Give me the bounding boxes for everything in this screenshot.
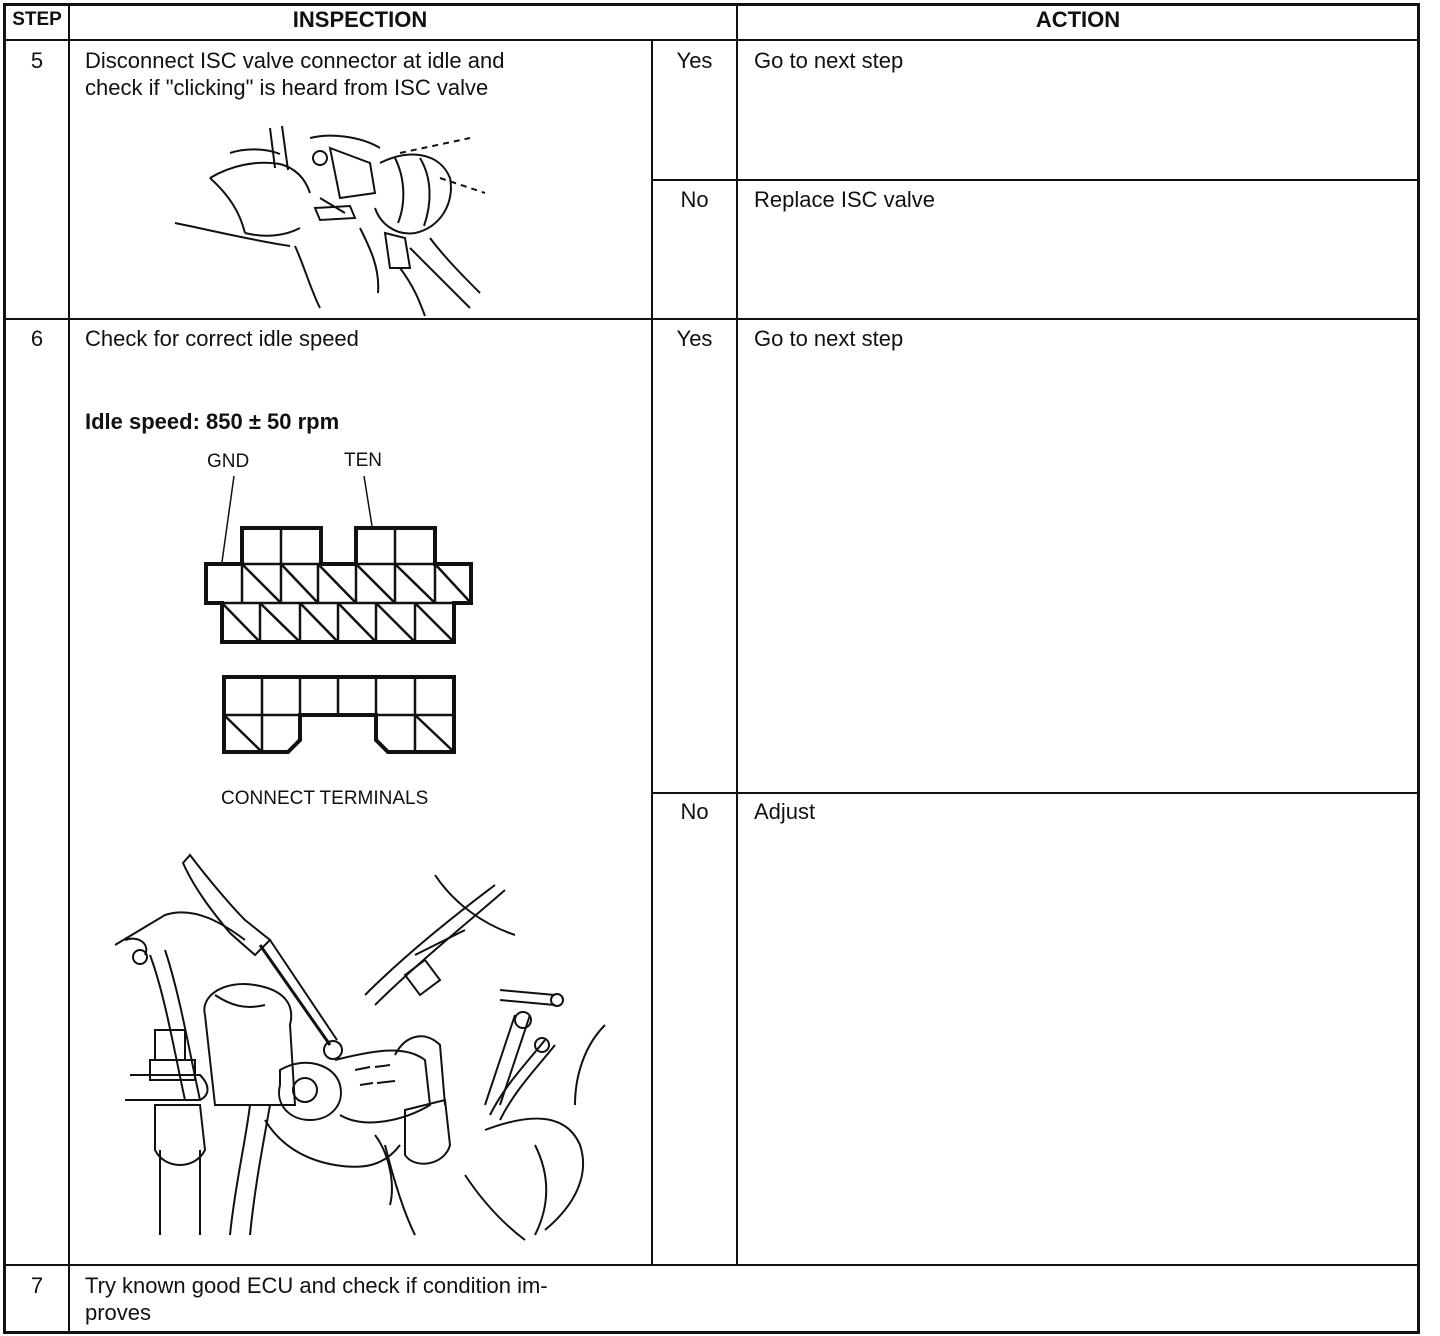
header-inspection: INSPECTION [292,7,428,32]
step-number: 6 [30,326,44,351]
no-label: No [680,799,709,824]
step-number: 5 [30,48,44,73]
yes-label: Yes [676,326,713,351]
action-text: Adjust [754,799,816,824]
ten-label: TEN [344,450,382,471]
inspection-text: Try known good ECU and check if condition im- [85,1273,548,1298]
action-text: Go to next step [754,326,904,351]
idle-speed-spec: Idle speed: 850 ± 50 rpm [85,409,340,434]
inspection-text: check if "clicking" is heard from ISC valve [85,75,489,100]
action-text: Go to next step [754,48,904,73]
diagnosis-connector-diagram [200,470,480,760]
inspection-text: Check for correct idle speed [85,326,359,351]
idle-adjust-illustration [105,845,615,1240]
step-number: 7 [30,1273,44,1298]
gnd-label: GND [207,451,250,472]
inspection-text: proves [85,1300,152,1325]
action-text: Replace ISC valve [754,187,935,212]
header-action: ACTION [1035,7,1121,32]
header-step: STEP [12,9,62,30]
isc-valve-illustration [170,118,490,318]
no-label: No [680,187,709,212]
inspection-text: Disconnect ISC valve connector at idle and [85,48,505,73]
yes-label: Yes [676,48,713,73]
connector-caption: CONNECT TERMINALS [221,788,429,809]
